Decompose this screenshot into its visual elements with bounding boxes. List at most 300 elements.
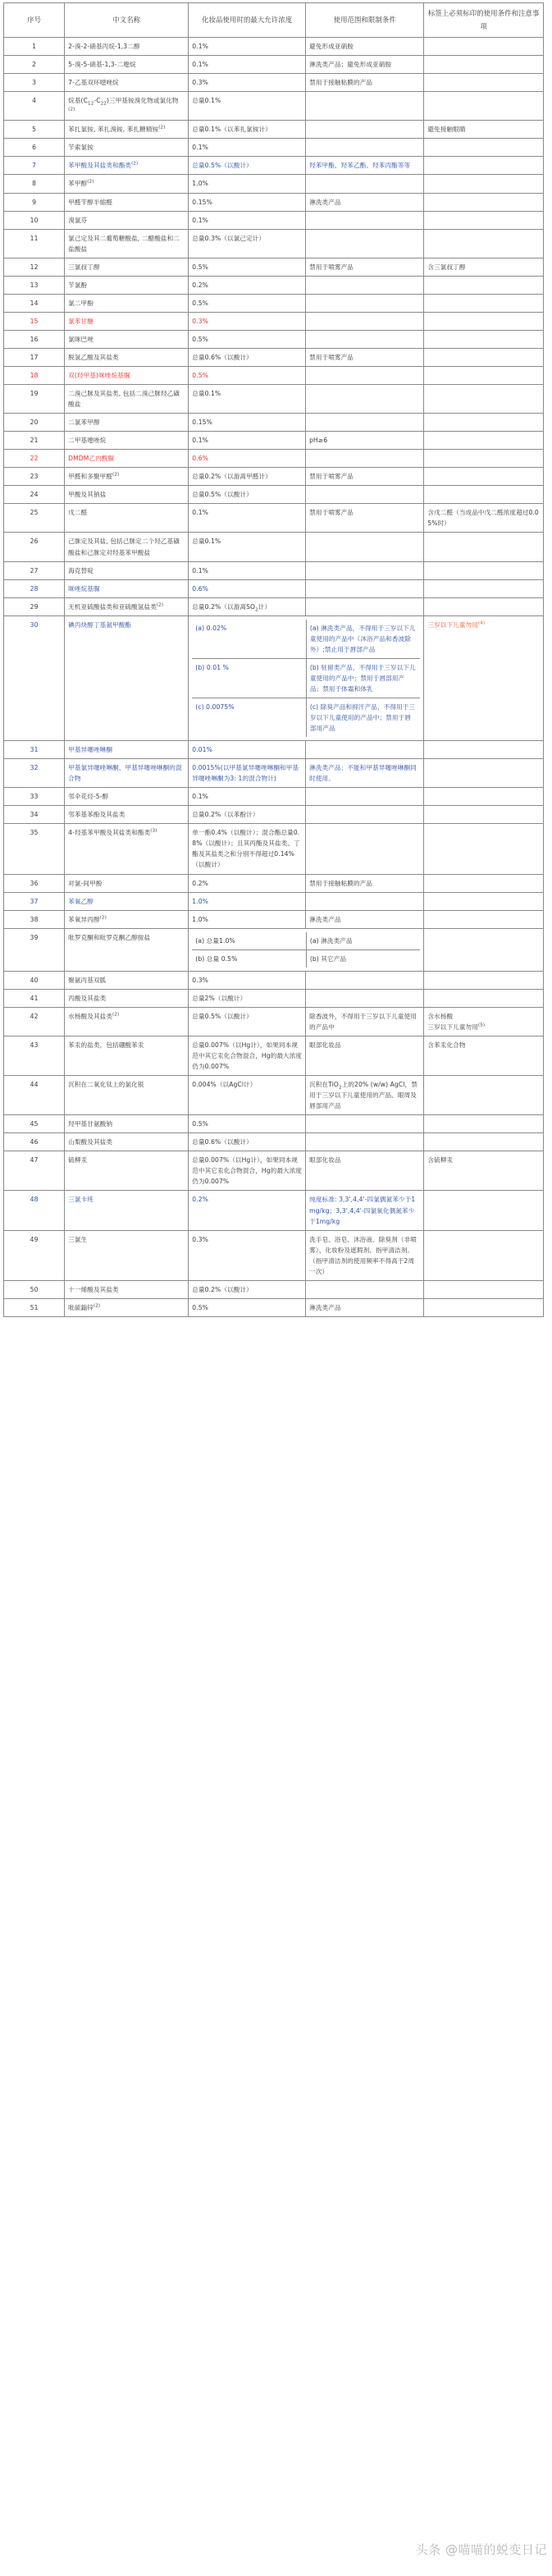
- scope-restrictions: [306, 561, 424, 579]
- substance-name: 海克替啶: [65, 561, 189, 579]
- scope-restrictions: [306, 533, 424, 561]
- scope-restrictions: [306, 312, 424, 330]
- scope-restrictions: [306, 139, 424, 157]
- row-index: 50: [4, 1280, 65, 1298]
- max-concentration: 总量0.5%（以酸计）: [189, 486, 306, 504]
- table-row: [4, 258, 544, 276]
- substance-name: 苄索氯铵: [65, 139, 189, 157]
- scope-restrictions: [306, 971, 424, 989]
- scope-restrictions: 眼部化妆品: [306, 1036, 424, 1075]
- max-concentration: 总量0.1%: [189, 385, 306, 414]
- row-index: 43: [4, 1036, 65, 1075]
- row-index: 37: [4, 892, 65, 910]
- label-warning: [424, 597, 544, 615]
- scope-restrictions: [306, 276, 424, 294]
- max-concentration: (b) 0.01 %: [192, 658, 306, 698]
- row-index: 25: [4, 504, 65, 533]
- table-header-row: [4, 3, 544, 38]
- scope-restrictions: 禁用于接触粘膜的产品: [306, 74, 424, 92]
- scope-restrictions: [306, 211, 424, 229]
- substance-name: 双(羟甲基)咪唑烷基脲: [65, 366, 189, 384]
- scope-restrictions: [306, 486, 424, 504]
- max-concentration: 0.1%: [189, 56, 306, 74]
- scope-restrictions: pH≥6: [306, 432, 424, 450]
- document-page: [0, 2, 552, 2576]
- label-warning: [424, 74, 544, 92]
- table-row: [4, 312, 544, 330]
- table-row: [4, 928, 544, 971]
- max-concentration: 0.2%: [189, 1191, 306, 1230]
- watermark-text: 头条 @喵喵的蜕变日记: [415, 2542, 547, 2557]
- table-row: [4, 1230, 544, 1280]
- row-index: 5: [4, 121, 65, 139]
- table-row: [4, 193, 544, 211]
- max-concentration: 0.3%: [189, 312, 306, 330]
- label-warning: [424, 806, 544, 824]
- substance-name: 三氯卡班: [65, 1191, 189, 1230]
- max-concentration: 0.5%: [189, 294, 306, 312]
- scope-restrictions: 禁用于喷雾产品: [306, 258, 424, 276]
- label-warning: [424, 312, 544, 330]
- substance-name: 无机亚硫酸盐类和亚硫酸氢盐类$^{(2)}$: [65, 597, 189, 615]
- table-row: [4, 385, 544, 414]
- label-warning: [424, 741, 544, 759]
- table-row: [4, 874, 544, 892]
- label-warning: [424, 928, 544, 971]
- label-warning: [424, 533, 544, 561]
- label-warning: [424, 824, 544, 874]
- row-index: 7: [4, 157, 65, 175]
- scope-restrictions: (c) 除臭产品和抑汗产品，不得用于三岁以下儿童使用的产品中；禁用于唇部用产品: [309, 702, 416, 733]
- row-index: 32: [4, 759, 65, 788]
- substance-name: 丙酸及其盐类: [65, 989, 189, 1007]
- substance-name: 聚氨丙基双胍: [65, 971, 189, 989]
- substance-name: 脱氢乙酸及其盐类: [65, 348, 189, 366]
- max-concentration: 总量0.2%（以游离甲醛计）: [189, 468, 306, 486]
- row-index: 41: [4, 989, 65, 1007]
- table-row: [4, 892, 544, 910]
- substance-name: 2-溴-2-硝基丙烷-1,3二醇: [65, 38, 189, 56]
- scope-restrictions: [306, 597, 424, 615]
- row-index: 48: [4, 1191, 65, 1230]
- substance-name: 7-乙基双环噁唑烷: [65, 74, 189, 92]
- max-concentration: 0.1%: [189, 504, 306, 533]
- max-concentration: 总量0.1%（以苯扎氯铵计）: [189, 121, 306, 139]
- max-concentration: 1.0%: [189, 892, 306, 910]
- substance-name: 戊二醛: [65, 504, 189, 533]
- label-warning: [424, 139, 544, 157]
- scope-restrictions: [306, 1115, 424, 1133]
- row-index: 13: [4, 276, 65, 294]
- max-concentration: 0.1%: [189, 139, 306, 157]
- max-concentration: 0.0015%(以甲基氯异噻唑啉酮和甲基异噻唑啉酮为3: 1的混合物计): [189, 759, 306, 788]
- table-row: [4, 824, 544, 874]
- label-warning: [424, 385, 544, 414]
- max-concentration: 0.1%: [189, 788, 306, 806]
- row-index: 33: [4, 788, 65, 806]
- table-row: [4, 788, 544, 806]
- label-warning: [424, 892, 544, 910]
- row-index: 39: [4, 928, 65, 971]
- row-index: 21: [4, 432, 65, 450]
- label-warning: [424, 193, 544, 211]
- table-row: [4, 330, 544, 348]
- row-index: 38: [4, 910, 65, 928]
- column-header-chinese-name: 中文名称: [65, 3, 189, 38]
- table-row: [4, 910, 544, 928]
- substance-name: 三氯生: [65, 1230, 189, 1280]
- row-index: 12: [4, 258, 65, 276]
- substance-name: 邻伞花烃-5-醇: [65, 788, 189, 806]
- row-index: 47: [4, 1151, 65, 1191]
- scope-restrictions: 淋洗类产品: [306, 910, 424, 928]
- table-row: [4, 1115, 544, 1133]
- max-concentration: 总量0.5%（以酸计）: [189, 157, 306, 175]
- table-row: [4, 561, 544, 579]
- conditional-limits-group: [189, 928, 424, 971]
- row-index: 2: [4, 56, 65, 74]
- substance-name: 苯甲酸及其盐类和酯类$^{(2)}$: [65, 157, 189, 175]
- scope-restrictions: 淋洗类产品: [306, 1298, 424, 1316]
- max-concentration: 总量0.1%: [189, 92, 306, 121]
- column-header-max-concentration: 化妆品使用时的最大允许浓度: [189, 3, 306, 38]
- substance-name: 氯二甲酚: [65, 294, 189, 312]
- label-warning: 含硫柳汞: [424, 1151, 544, 1191]
- row-index: 3: [4, 74, 65, 92]
- row-index: 45: [4, 1115, 65, 1133]
- scope-restrictions: [306, 385, 424, 414]
- scope-restrictions: [306, 741, 424, 759]
- scope-restrictions: 淋洗类产品；不能和甲基异噻唑啉酮同时使用。: [306, 759, 424, 788]
- substance-name: 氯己定及其二葡萄糖酸盐, 二醋酸盐和二盐酸盐: [65, 229, 189, 258]
- max-concentration: 0.1%: [189, 38, 306, 56]
- row-index: 51: [4, 1298, 65, 1316]
- label-warning: 避免接触眼睛: [424, 121, 544, 139]
- scope-restrictions: 淋洗类产品；避免形成亚硝胺: [306, 56, 424, 74]
- max-concentration: 0.5%: [189, 330, 306, 348]
- max-concentration: 0.2%: [189, 874, 306, 892]
- substance-name: 溴氯芬: [65, 211, 189, 229]
- row-index: 15: [4, 312, 65, 330]
- max-concentration: 总量0.5%（以酸计）: [189, 1007, 306, 1036]
- scope-restrictions: [306, 892, 424, 910]
- scope-restrictions: [306, 294, 424, 312]
- label-warning: [424, 366, 544, 384]
- scope-restrictions: 沉积在TiO$_2$上的20% (w/w) AgCl，禁用于三岁以下儿童使用的产品、眼周及唇部用产品: [306, 1076, 424, 1115]
- max-concentration: 0.3%: [189, 971, 306, 989]
- substance-name: 吡硫鎓锌$^{(2)}$: [65, 1298, 189, 1316]
- label-warning: 含苯汞化合物: [424, 1036, 544, 1075]
- preservatives-table: [3, 2, 544, 1317]
- row-index: 14: [4, 294, 65, 312]
- max-concentration: (c) 0.0075%: [192, 698, 306, 737]
- substance-name: 甲酸及其钠盐: [65, 486, 189, 504]
- max-concentration: (a) 总量1.0%: [192, 932, 306, 950]
- label-warning: [424, 175, 544, 193]
- label-warning: [424, 450, 544, 468]
- table-row: [4, 121, 544, 139]
- max-concentration: 0.6%: [189, 579, 306, 597]
- label-warning: [424, 92, 544, 121]
- table-row: [4, 504, 544, 533]
- substance-name: 烷基$(C_{12}-C_{22})$三甲基铵溴化物或氯化物$^{(2)}$: [65, 92, 189, 121]
- row-index: 20: [4, 414, 65, 432]
- substance-name: 邻苯基苯酚及其盐类: [65, 806, 189, 824]
- row-index: 46: [4, 1133, 65, 1151]
- substance-name: 4-羟基苯甲酸及其盐类和酯类$^{(3)}$: [65, 824, 189, 874]
- table-row: [4, 74, 544, 92]
- row-index: 16: [4, 330, 65, 348]
- scope-restrictions: [306, 806, 424, 824]
- max-concentration: 0.3%: [189, 1230, 306, 1280]
- substance-name: 苄氯酚: [65, 276, 189, 294]
- substance-name: 对氯-间甲酚: [65, 874, 189, 892]
- label-warning: [424, 1230, 544, 1280]
- label-warning: [424, 294, 544, 312]
- substance-name: 二氯苯甲醇: [65, 414, 189, 432]
- label-warning: [424, 579, 544, 597]
- label-warning: [424, 38, 544, 56]
- label-warning: [424, 1280, 544, 1298]
- table-row: [4, 414, 544, 432]
- substance-name: 十一烯酸及其盐类: [65, 1280, 189, 1298]
- max-concentration: 0.1%: [189, 561, 306, 579]
- label-warning: [424, 1115, 544, 1133]
- table-row: [4, 741, 544, 759]
- row-index: 11: [4, 229, 65, 258]
- scope-restrictions: [306, 330, 424, 348]
- row-index: 19: [4, 385, 65, 414]
- scope-restrictions: [306, 92, 424, 121]
- max-concentration: 1.0%: [189, 175, 306, 193]
- row-index: 8: [4, 175, 65, 193]
- max-concentration: 0.15%: [189, 193, 306, 211]
- max-concentration: 0.5%: [189, 258, 306, 276]
- scope-restrictions: 除香波外，不得用于三岁以下儿童使用的产品中: [306, 1007, 424, 1036]
- label-warning: [424, 330, 544, 348]
- scope-restrictions: [306, 824, 424, 874]
- table-row: [4, 806, 544, 824]
- substance-name: 二溴己脒及其盐类, 包括二溴己脒羟乙磺酸盐: [65, 385, 189, 414]
- substance-name: 己脒定及其盐, 包括己脒定二个羟乙基磺酸盐和己脒定对羟基苯甲酸盐: [65, 533, 189, 561]
- max-concentration: (a) 0.02%: [192, 620, 306, 659]
- table-row: [4, 533, 544, 561]
- label-warning: [424, 211, 544, 229]
- row-index: 26: [4, 533, 65, 561]
- label-warning: [424, 1076, 544, 1115]
- row-index: 36: [4, 874, 65, 892]
- table-row: [4, 175, 544, 193]
- substance-name: 吡罗克酮和吡罗克酮乙醇胺盐: [65, 928, 189, 971]
- label-warning: 含戊二醛（当成品中戊二醛浓度超过0.05%时）: [424, 504, 544, 533]
- row-index: 49: [4, 1230, 65, 1280]
- row-index: 29: [4, 597, 65, 615]
- table-row: [4, 139, 544, 157]
- scope-restrictions: [306, 450, 424, 468]
- scope-restrictions: 眼部化妆品: [306, 1151, 424, 1191]
- label-warning: 含水杨酸 三岁以下儿童勿用$^{(5)}$: [424, 1007, 544, 1036]
- label-warning: [424, 276, 544, 294]
- label-warning: [424, 56, 544, 74]
- substance-name: 二甲基噁唑烷: [65, 432, 189, 450]
- table-row: [4, 366, 544, 384]
- table-row: [4, 1151, 544, 1191]
- table-row: [4, 92, 544, 121]
- substance-name: 氯苯甘醚: [65, 312, 189, 330]
- max-concentration: (b) 总量 0.5%: [192, 949, 306, 968]
- max-concentration: 总量0.2%（以苯酚计）: [189, 806, 306, 824]
- table-row: [4, 348, 544, 366]
- row-index: 30: [4, 615, 65, 740]
- max-concentration: 总量0.6%（以酸计）: [189, 348, 306, 366]
- scope-restrictions: [306, 121, 424, 139]
- max-concentration: 总量0.007%（以Hg计），如果同本规范中其它汞化合物混合，Hg的最大浓度仍为0.007%: [189, 1151, 306, 1191]
- table-row: [4, 615, 544, 740]
- column-header-scope-restrictions: 使用范围和限制条件: [306, 3, 424, 38]
- label-warning: [424, 157, 544, 175]
- label-warning: [424, 759, 544, 788]
- substance-name: 苯氧异丙醇$^{(2)}$: [65, 910, 189, 928]
- max-concentration: 总量0.2%（以游离$SO_2$计）: [189, 597, 306, 615]
- scope-restrictions: 洗手皂、浴皂、沐浴液、除臭剂（非喷雾）、化妆粉及遮瑕剂、指甲清洁剂。（指甲清洁剂的使用频率不得高于2周一次）: [306, 1230, 424, 1280]
- column-header-label-warnings: 标签上必须标印的使用条件和注意事项: [424, 3, 544, 38]
- row-index: 9: [4, 193, 65, 211]
- scope-restrictions: (a) 淋洗类产品: [306, 932, 420, 950]
- scope-restrictions: 淋洗类产品: [306, 193, 424, 211]
- substance-name: 碘丙炔醇丁基氨甲酸酯: [65, 615, 189, 740]
- label-warning: [424, 971, 544, 989]
- substance-name: 5-溴-5-硝基-1,3-二噁烷: [65, 56, 189, 74]
- label-warning: [424, 874, 544, 892]
- substance-name: 咪唑烷基脲: [65, 579, 189, 597]
- table-row: [4, 56, 544, 74]
- label-warning: [424, 432, 544, 450]
- label-warning: [424, 468, 544, 486]
- max-concentration: 0.15%: [189, 414, 306, 432]
- row-index: 44: [4, 1076, 65, 1115]
- scope-restrictions: 纯度标准: 3,3',4,4'-四氯偶氮苯少于1mg/kg；3,3',4,4'-四氯氧化偶氮苯少于1mg/kg: [306, 1191, 424, 1230]
- table-row: [4, 468, 544, 486]
- row-index: 4: [4, 92, 65, 121]
- table-row: [4, 1133, 544, 1151]
- scope-restrictions: [306, 989, 424, 1007]
- substance-name: 三氯叔丁醇: [65, 258, 189, 276]
- row-index: 10: [4, 211, 65, 229]
- label-warning: [424, 1298, 544, 1316]
- scope-restrictions: [306, 1280, 424, 1298]
- table-row: [4, 486, 544, 504]
- label-warning: [424, 229, 544, 258]
- max-concentration: 单一酯0.4%（以酸计）；混合酯总量0.8%（以酸计）；且其丙酯及其盐类、丁酯及其盐类之和分别不得超过0.14%（以酸计）: [189, 824, 306, 874]
- max-concentration: 0.01%: [189, 741, 306, 759]
- scope-restrictions: (a) 淋洗类产品，不得用于三岁以下儿童使用的产品中（沐浴产品和香波除外）;禁止用于唇部产品: [306, 620, 420, 659]
- table-row: [4, 1191, 544, 1230]
- label-warning: 含三氯叔丁醇: [424, 258, 544, 276]
- substance-name: 硫柳汞: [65, 1151, 189, 1191]
- max-concentration: 0.5%: [189, 1298, 306, 1316]
- substance-name: DMDM乙内酰脲: [65, 450, 189, 468]
- row-index: 40: [4, 971, 65, 989]
- table-row: [4, 229, 544, 258]
- table-row: [4, 1280, 544, 1298]
- scope-restrictions: 避免形成亚硝胺: [306, 38, 424, 56]
- row-index: 42: [4, 1007, 65, 1036]
- scope-restrictions: 禁用于接触粘膜的产品: [306, 874, 424, 892]
- table-row: [4, 759, 544, 788]
- substance-name: 甲基氯异噻唑啉酮、甲基异噻唑啉酮的混合物: [65, 759, 189, 788]
- table-row: [4, 157, 544, 175]
- max-concentration: 0.6%: [189, 450, 306, 468]
- table-row: [4, 1036, 544, 1075]
- label-warning: [424, 1191, 544, 1230]
- label-warning: [424, 989, 544, 1007]
- table-row: [4, 579, 544, 597]
- row-index: 6: [4, 139, 65, 157]
- scope-restrictions: [306, 579, 424, 597]
- substance-name: 甲醛苄醇半缩醛: [65, 193, 189, 211]
- label-warning: [424, 348, 544, 366]
- column-header-index: 序号: [4, 3, 65, 38]
- row-index: 35: [4, 824, 65, 874]
- scope-restrictions: [306, 414, 424, 432]
- max-concentration: 0.5%: [189, 1115, 306, 1133]
- scope-restrictions: [306, 366, 424, 384]
- scope-restrictions: 禁用于喷雾产品: [306, 468, 424, 486]
- table-row: [4, 1076, 544, 1115]
- row-index: 34: [4, 806, 65, 824]
- max-concentration: 1.0%: [189, 910, 306, 928]
- max-concentration: 总量0.3%（以氯己定计）: [189, 229, 306, 258]
- table-row: [4, 1007, 544, 1036]
- scope-restrictions: (b) 其它产品: [309, 954, 347, 963]
- substance-name: 山梨酸及其盐类: [65, 1133, 189, 1151]
- max-concentration: 0.3%: [189, 74, 306, 92]
- table-body: [4, 38, 544, 1317]
- scope-restrictions: 禁用于喷雾产品: [306, 504, 424, 533]
- max-concentration: 0.1%: [189, 211, 306, 229]
- max-concentration: 0.1%: [189, 432, 306, 450]
- table-row: [4, 450, 544, 468]
- row-index: 27: [4, 561, 65, 579]
- substance-name: 甲醛和多聚甲醛$^{(2)}$: [65, 468, 189, 486]
- conditional-limits-group: [189, 615, 424, 740]
- table-row: [4, 211, 544, 229]
- table-row: [4, 294, 544, 312]
- scope-restrictions: [306, 175, 424, 193]
- table-row: [4, 597, 544, 615]
- table-row: [4, 38, 544, 56]
- table-row: [4, 989, 544, 1007]
- table-row: [4, 971, 544, 989]
- row-index: 18: [4, 366, 65, 384]
- substance-name: 甲基异噻唑啉酮: [65, 741, 189, 759]
- substance-name: 苯甲醇$^{(2)}$: [65, 175, 189, 193]
- substance-name: 苯汞的盐类，包括硼酸苯汞: [65, 1036, 189, 1075]
- max-concentration: 总量2%（以酸计）: [189, 989, 306, 1007]
- substance-name: 氯咪巴唑: [65, 330, 189, 348]
- row-index: 28: [4, 579, 65, 597]
- scope-restrictions: 禁用于喷雾产品: [306, 348, 424, 366]
- max-concentration: 总量0.6%（以酸计）: [189, 1133, 306, 1151]
- label-warning: [424, 788, 544, 806]
- scope-restrictions: 羟苯甲酯、羟苯乙酯、羟苯丙酯等等: [306, 157, 424, 175]
- max-concentration: 总量0.2%（以酸计）: [189, 1280, 306, 1298]
- row-index: 24: [4, 486, 65, 504]
- substance-name: 水杨酸及其盐类$^{(2)}$: [65, 1007, 189, 1036]
- row-index: 1: [4, 38, 65, 56]
- scope-restrictions: [306, 229, 424, 258]
- label-warning: [424, 414, 544, 432]
